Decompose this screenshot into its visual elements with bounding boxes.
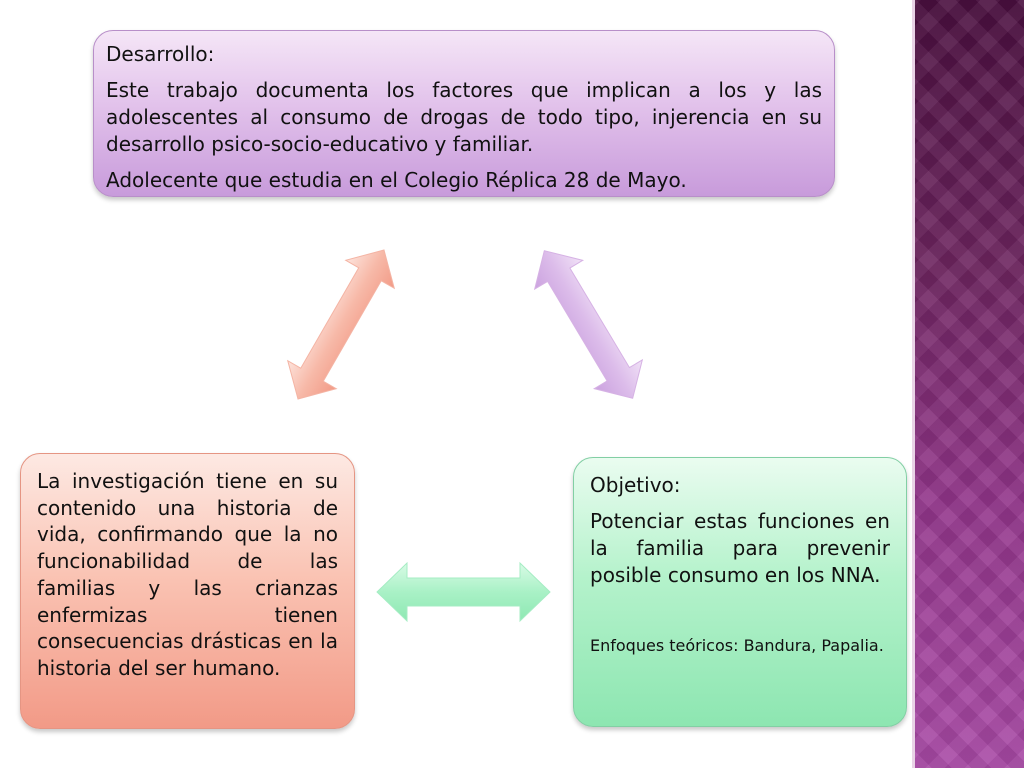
student-context-line: Adolecente que estudia en el Colegio Réplica 28 de Mayo.: [106, 168, 687, 192]
decorative-side-band: [912, 0, 1024, 768]
development-box: [93, 30, 835, 197]
objective-goal: Potenciar estas funciones en la familia para prevenir posible consumo en los NNA.: [590, 509, 890, 587]
theoretical-approaches: Enfoques teóricos: Bandura, Papalia.: [590, 636, 884, 655]
double-arrow-bottom: [377, 563, 550, 621]
objective-heading: Objetivo:: [590, 473, 681, 497]
research-box: [20, 453, 355, 729]
research-text: La investigación tiene en su contenido una historia de vida, confirmando que la no funcionabilidad de las familias y las crianzas enfermizas tienen consecuencias drásticas en la historia del ser humano.: [37, 469, 338, 680]
development-heading: Desarrollo:: [106, 42, 215, 66]
development-description: Este trabajo documenta los factores que implican a los y las adolescentes al consumo de drogas de todo tipo, injerencia en su desarrollo psico-socio-educativo y familiar.: [106, 78, 822, 156]
double-arrow-top-left: [274, 236, 408, 413]
double-arrow-top-right: [520, 236, 656, 412]
side-band-edge: [912, 0, 915, 768]
objective-box: [573, 457, 907, 727]
